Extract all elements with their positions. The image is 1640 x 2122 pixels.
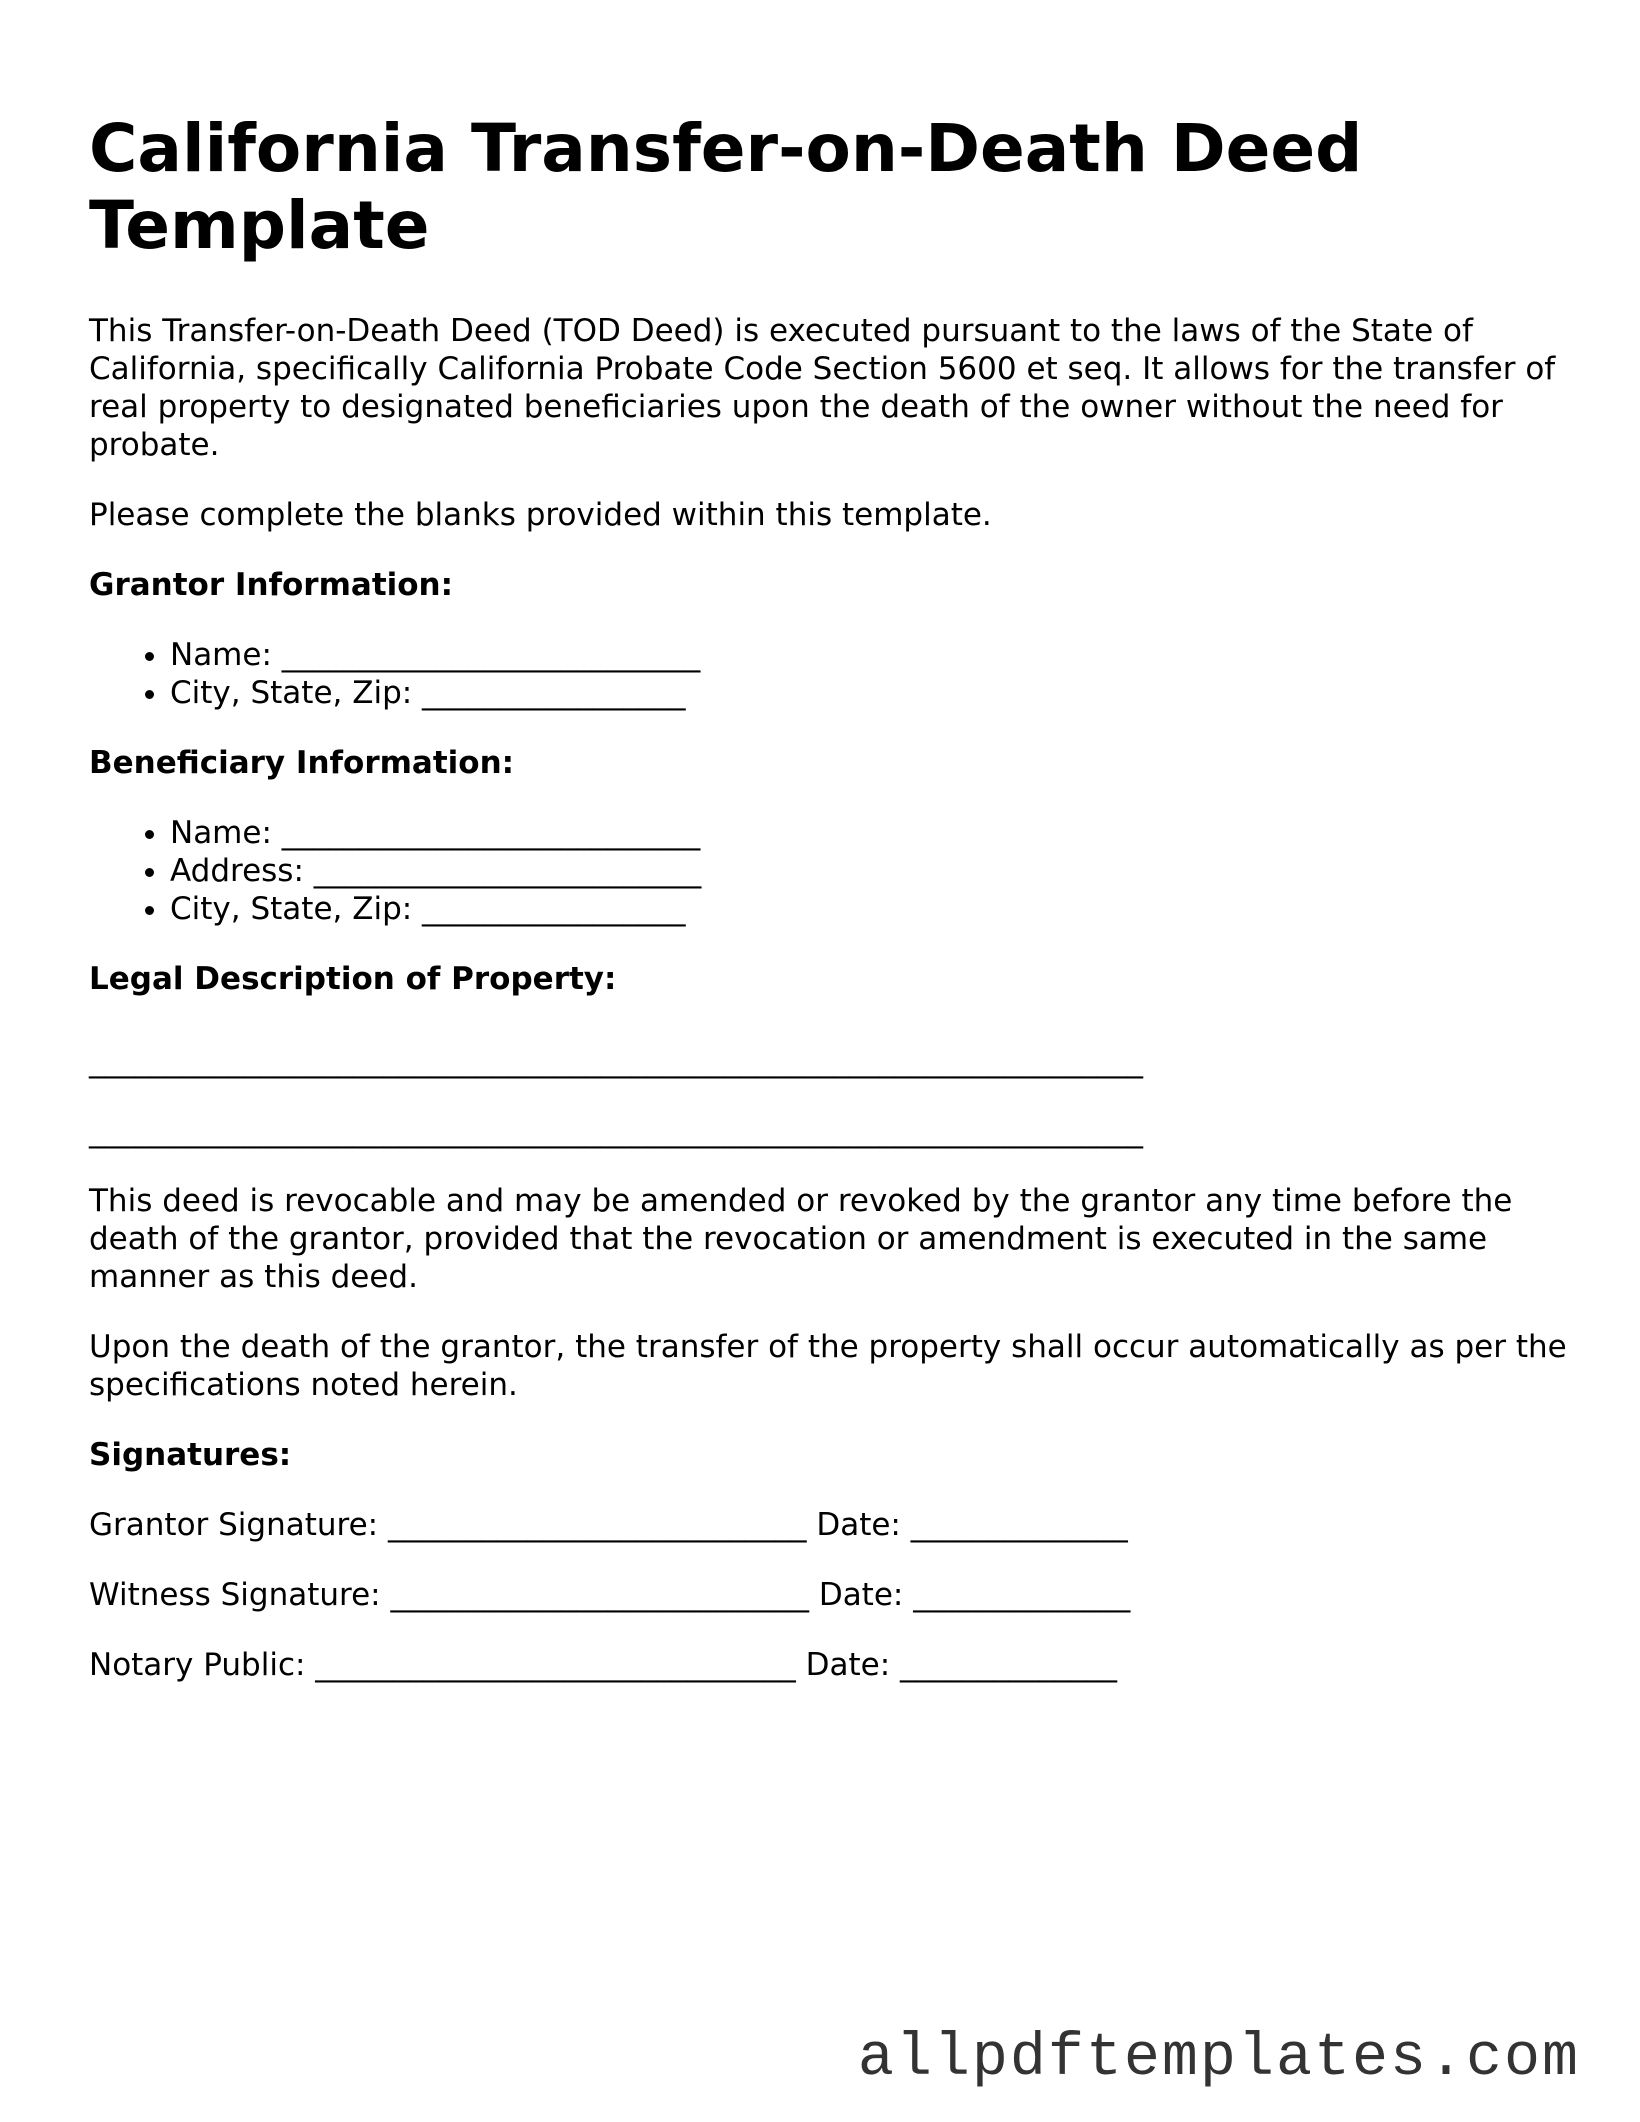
signatures-heading: Signatures:: [89, 1437, 292, 1473]
beneficiary-list: [89, 814, 1569, 928]
transfer-paragraph: Upon the death of the grantor, the transfer of the property shall occur automatically as per the specifications noted herein.: [89, 1329, 1567, 1403]
intro-paragraph: This Transfer-on-Death Deed (TOD Deed) is executed pursuant to the laws of the State of California, specifically California Probate Code Section 5600 et seq. It allows for the transfer of real property to designated beneficiaries upon the death of the owner without the need for probate.: [89, 313, 1556, 463]
document-page: [89, 110, 1569, 1716]
grantor-signature-row[interactable]: Grantor Signature: ___________________________ Date: ______________: [89, 1507, 1128, 1543]
grantor-heading: Grantor Information:: [89, 567, 454, 603]
revocable-paragraph: This deed is revocable and may be amended or revoked by the grantor any time before the death of the grantor, provided that the revocation or amendment is executed in the same manner as this deed.: [89, 1183, 1513, 1295]
instructions-paragraph: Please complete the blanks provided within this template.: [89, 497, 992, 533]
legal-description-heading: Legal Description of Property:: [89, 961, 617, 997]
notary-signature-row[interactable]: Notary Public: _______________________________ Date: ______________: [89, 1647, 1118, 1683]
beneficiary-address-field[interactable]: • Address: _________________________: [170, 852, 1569, 890]
legal-description-block: [89, 1042, 1569, 1150]
grantor-list: [89, 636, 1569, 712]
beneficiary-name-field[interactable]: • Name: ___________________________: [170, 814, 1569, 852]
beneficiary-heading: Beneficiary Information:: [89, 745, 515, 781]
beneficiary-city-state-zip-field[interactable]: • City, State, Zip: _________________: [170, 890, 1569, 928]
document-title: California Transfer-on-Death Deed Template: [89, 110, 1363, 264]
grantor-city-state-zip-field[interactable]: • City, State, Zip: _________________: [170, 674, 1569, 712]
site-watermark: allpdftemplates.com: [857, 2025, 1580, 2093]
legal-description-line-1[interactable]: ____________________________________________________________________: [89, 1043, 1143, 1079]
legal-description-line-2[interactable]: ____________________________________________________________________: [89, 1113, 1143, 1149]
witness-signature-row[interactable]: Witness Signature: ___________________________ Date: ______________: [89, 1577, 1131, 1613]
grantor-name-field[interactable]: • Name: ___________________________: [170, 636, 1569, 674]
